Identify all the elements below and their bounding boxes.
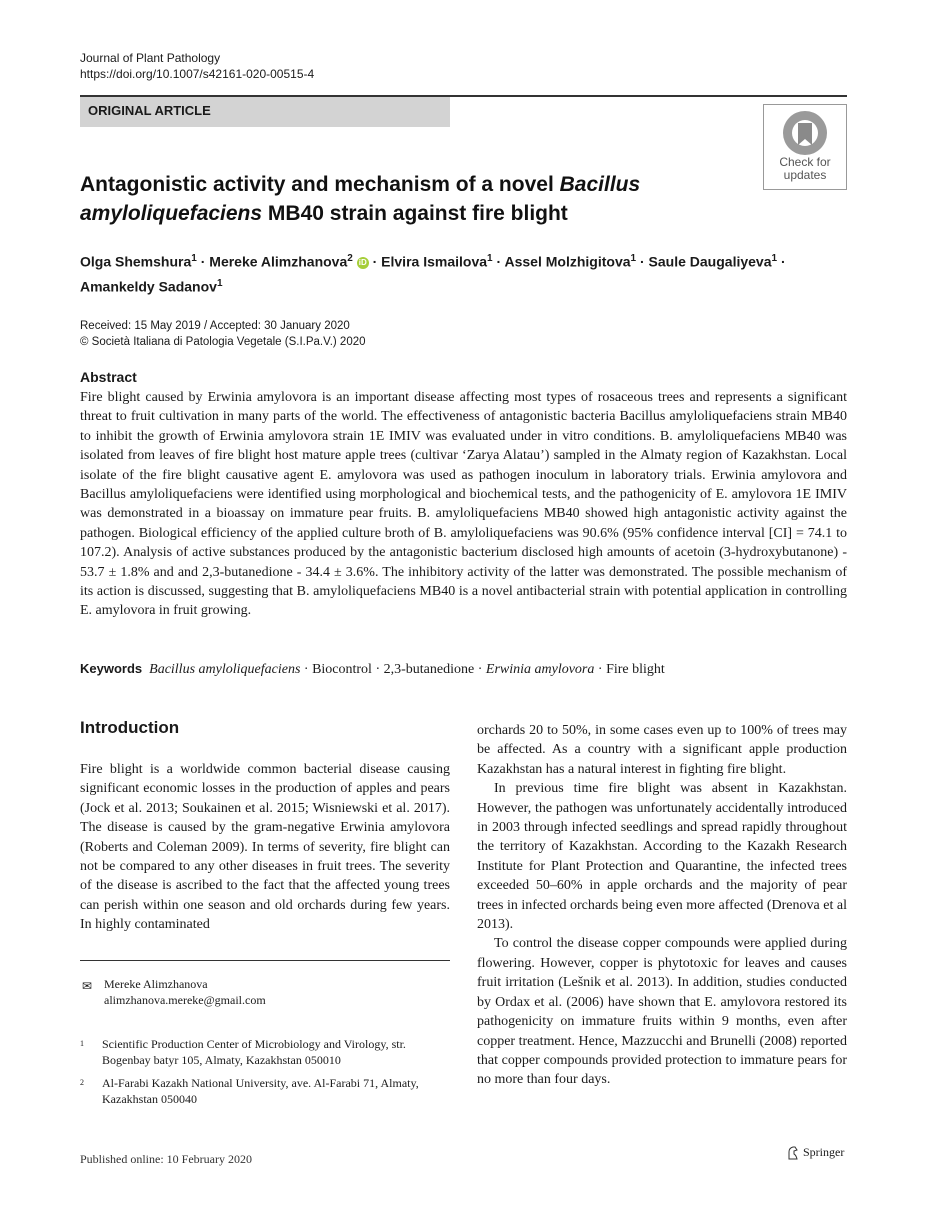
intro-right-column (477, 721, 847, 1090)
author[interactable]: Elvira Ismailova (381, 253, 488, 270)
received-accepted: Received: 15 May 2019 / Accepted: 30 January 2020 (80, 320, 350, 332)
author[interactable]: Amankeldy Sadanov (80, 278, 217, 295)
article-title: Antagonistic activity and mechanism of a novel Bacillus amyloliquefaciens MB40 strain against fire blight (80, 173, 641, 225)
published-online: Published online: 10 February 2020 (80, 1152, 252, 1166)
abstract-text: Fire blight caused by Erwinia amylovora is an important disease affecting most types of rosaceous trees and represents a significant threat to fruit cultivation in many parts of the world. The effectiveness of antagonistic bacteria Bacillus amyloliquefaciens strain MB40 to inhibit the growth of Erwinia amylovora strain 1E IMIV was evaluated under in vitro conditions. B. amyloliquefaciens MB40 was isolated from leaves of fire blight host mature apple trees (cultivar ‘Zarya Alatau’) sampled in the Almaty region of Kazakhstan. Local isolate of the fire blight causative agent E. amylovora was used as pathogen inoculum in laboratory trials. Erwinia amylovora and Bacillus amyloliquefaciens were identified using morphological and biochemical tests, and the pathogenicity of E. amylovora 1E IMIV was demonstrated in a bioassay on immature pear fruits. B. amyloliquefaciens MB40 showed high antagonistic activity against the pathogen. Biological efficiency of the applied culture broth of B. amyloliquefaciens was 90.6% (95% confidence interval [CI] = 74.1 to 107.2). Analysis of active substances produced by the antagonistic bacterium disclosed high amounts of acetoin (3-hydroxybutanone) - 53.7 ± 1.8% and and 2,3-butanedione - 34.4 ± 3.6%. The inhibitory activity of the latter was demonstrated. The possible mechanism of its action is discussed, suggesting that B. amyloliquefaciens MB40 is a novel antibacterial strain with potential application in controlling E. amylovora in fruit growing. (80, 390, 847, 619)
author[interactable]: Olga Shemshura (80, 253, 192, 270)
doi-link[interactable]: https://doi.org/10.1007/s42161-020-00515-4 (80, 67, 315, 81)
header-rule (450, 95, 847, 97)
author[interactable]: Mereke Alimzhanova (209, 253, 348, 270)
affiliation: 1 Scientific Production Center of Microbiology and Virology, str. Bogenbay batyr 105, Almaty, Kazakhstan 050010 (80, 1037, 406, 1067)
keyword: Biocontrol (312, 662, 372, 677)
intro-left-column (80, 760, 450, 935)
corresponding-author (80, 976, 450, 1010)
check-for-updates-button[interactable] (763, 104, 847, 190)
springer-horse-icon (786, 1146, 800, 1160)
corresponding-email[interactable]: alimzhanova.mereke@gmail.com (104, 993, 266, 1007)
author[interactable]: Saule Daugaliyeva (648, 253, 772, 270)
keywords: Keywords Bacillus amyloliquefaciens · Biocontrol · 2,3-butanedione · Erwinia amylovora · Fire blight (80, 661, 665, 677)
keywords-label: Keywords (80, 661, 143, 676)
orcid-icon[interactable]: iD (358, 257, 367, 267)
footnote-rule (80, 960, 450, 961)
author-list: Olga Shemshura$^1$ · Mereke Alimzhanova$^2$ iD · Elvira Ismailova$^1$ · Assel Molzhigitova$^1$ · Saule Daugaliyeva$^1$ · Amankeldy Sadanov$^1$ (80, 253, 786, 295)
journal-name: Journal of Plant Pathology (80, 51, 221, 65)
abstract-heading: Abstract (80, 369, 137, 385)
journal-header (80, 50, 314, 82)
affiliation: 2 Al-Farabi Kazakh National University, ave. Al-Farabi 71, Almaty, Kazakhstan 050040 (80, 1076, 419, 1106)
check-updates-line1: Check for (779, 155, 831, 169)
article-type-bar (80, 95, 450, 127)
intro-paragraph: orchards 20 to 50%, in some cases even up to 100% of trees may be affected. As a country with a significant apple production Kazakhstan has a natural interest in fighting fire blight. (477, 723, 847, 777)
intro-paragraph: To control the disease copper compounds were applied during flowering. However, copper is phytotoxic for leaves and causes fruit irritation (Lešnik et al. 2013). In addition, studies conducted by Ordax et al. (2006) have shown that E. amylovora restored its pathogenicity on immature fruits within 9 months, even after copper treatment. Hence, Mazzucchi and Brunelli (2008) reported that copper compounds provided protection to immature pears for no more than four days. (477, 936, 847, 1088)
intro-paragraph: In previous time fire blight was absent in Kazakhstan. However, the pathogen was unfortunately accidentally introduced in 2003 through infected seedlings and spread rapidly throughout the territory of Kazakhstan. According to the Kazakh Research Institute for Plant Protection and Quarantine, the infected trees exceeded 50–60% in apple orchards and the majority of pear trees in infected orchards being even more affected (Drenova et al 2013). (477, 781, 847, 933)
corresponding-name: Mereke Alimzhanova (104, 977, 208, 991)
copyright: © Società Italiana di Patologia Vegetale (S.I.Pa.V.) 2020 (80, 336, 366, 348)
keyword: Erwinia amylovora (485, 662, 595, 677)
article-dates (80, 318, 366, 350)
introduction-heading: Introduction (80, 718, 180, 737)
check-updates-icon (781, 109, 829, 157)
envelope-icon: ✉ (82, 979, 93, 993)
check-updates-line2: updates (783, 168, 827, 182)
article-type: ORIGINAL ARTICLE (88, 103, 211, 118)
keyword: Fire blight (606, 662, 665, 677)
title-italic: Bacillus amyloliquefaciens (80, 173, 641, 225)
keyword: 2,3-butanedione (383, 662, 475, 677)
publisher-logo (786, 1145, 844, 1160)
intro-paragraph: Fire blight is a worldwide common bacterial disease causing significant economic losses in the production of apples and pears (Jock et al. 2013; Soukainen et al. 2015; Wisniewski et al. 2017). The disease is caused by the gram-negative Erwinia amylovora (Roberts and Coleman 2009). In terms of severity, fire blight can not be compared to any other diseases in fruit trees. The severity of the disease is ascribed to the fact that the affected young trees can perish within one season and old orchards during few years. In highly contaminated (80, 762, 450, 933)
publisher-name: Springer (803, 1145, 845, 1159)
keyword: Bacillus amyloliquefaciens (149, 662, 301, 677)
author[interactable]: Assel Molzhigitova (504, 253, 631, 270)
